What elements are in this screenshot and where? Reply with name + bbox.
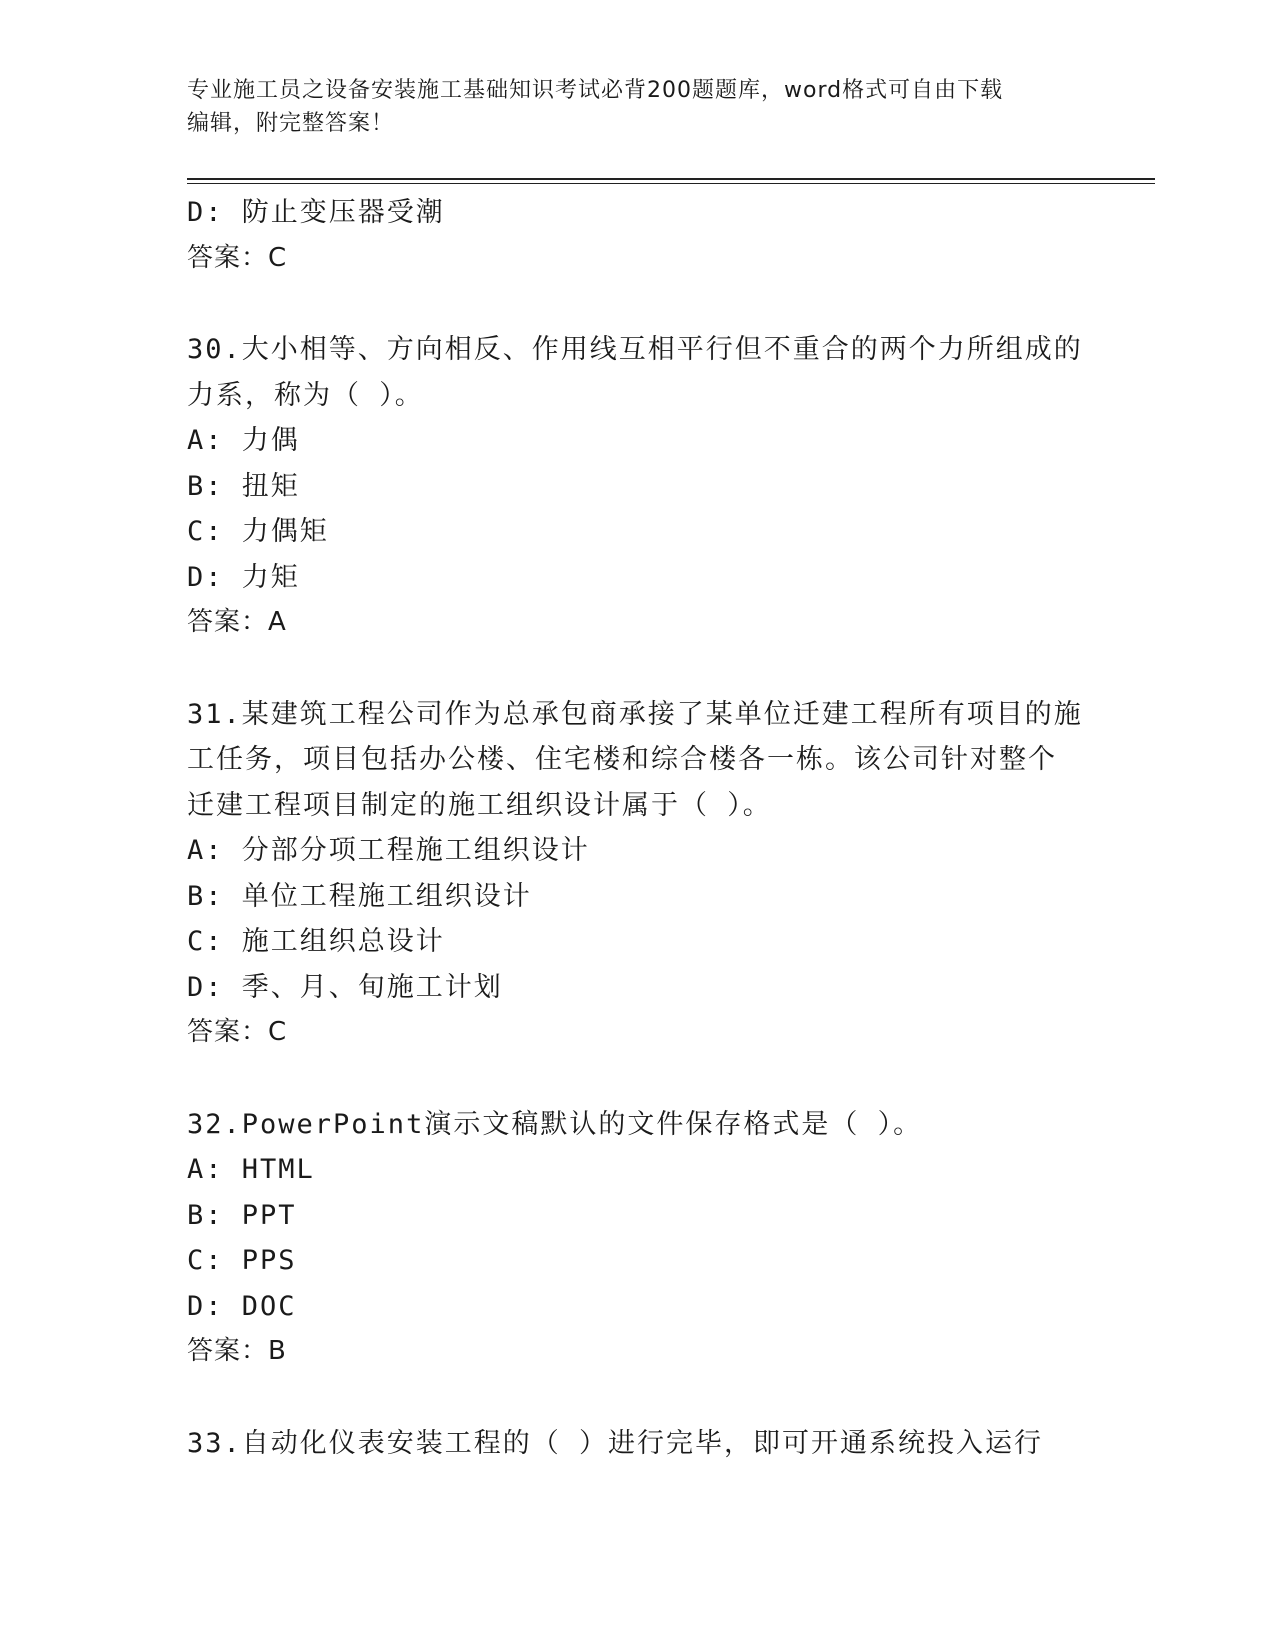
question-text-line: 工任务，项目包括办公楼、住宅楼和综合楼各一栋。该公司针对整个 (187, 744, 1057, 775)
option-d: D: 防止变压器受潮 (187, 197, 445, 228)
question-text-line: 32.PowerPoint演示文稿默认的文件保存格式是（ ）。 (187, 1108, 923, 1140)
answer-line: 答案：C (187, 1017, 288, 1047)
answer-line: 答案：A (187, 607, 287, 637)
option-d: D: 季、月、旬施工计划 (187, 971, 503, 1003)
question-text-line: 33.自动化仪表安装工程的（ ）进行完毕，即可开通系统投入运行 (187, 1427, 1044, 1459)
spacer (187, 646, 1087, 692)
option-d: D: 力矩 (187, 561, 300, 593)
header-title-line-1: 专业施工员之设备安装施工基础知识考试必背200题题库，word格式可自由下载 (187, 78, 1004, 103)
question-30 (187, 327, 1087, 646)
option-a: A: 力偶 (187, 425, 300, 456)
option-a: A: HTML (187, 1154, 315, 1185)
option-b: B: 扭矩 (187, 470, 300, 502)
question-31 (187, 692, 1087, 1056)
page-content (187, 190, 1087, 1466)
spacer (187, 281, 1087, 327)
answer-line: 答案：B (187, 1336, 287, 1366)
option-a: A: 分部分项工程施工组织设计 (187, 835, 590, 866)
option-c: C: PPS (187, 1245, 297, 1276)
question-33 (187, 1421, 1087, 1467)
question-text-line: 30.大小相等、方向相反、作用线互相平行但不重合的两个力所组成的 (187, 334, 1083, 365)
question-text-line: 力系，称为（ ）。 (187, 379, 424, 411)
spacer (187, 1056, 1087, 1102)
question-32 (187, 1102, 1087, 1375)
header-divider-top (187, 178, 1155, 180)
question-text-line: 31.某建筑工程公司作为总承包商承接了某单位迁建工程所有项目的施 (187, 698, 1083, 730)
spacer (187, 1375, 1087, 1421)
previous-question-tail (187, 190, 1087, 281)
option-d: D: DOC (187, 1290, 297, 1322)
header-title-line-2: 编辑，附完整答案！ (187, 111, 395, 136)
option-b: B: 单位工程施工组织设计 (187, 880, 532, 912)
question-text-line: 迁建工程项目制定的施工组织设计属于（ ）。 (187, 789, 772, 821)
option-c: C: 力偶矩 (187, 516, 329, 547)
answer-line: 答案：C (187, 242, 288, 273)
header-divider-bottom (187, 183, 1155, 184)
option-b: B: PPT (187, 1199, 297, 1231)
option-c: C: 施工组织总设计 (187, 926, 445, 957)
document-header (187, 74, 1087, 140)
